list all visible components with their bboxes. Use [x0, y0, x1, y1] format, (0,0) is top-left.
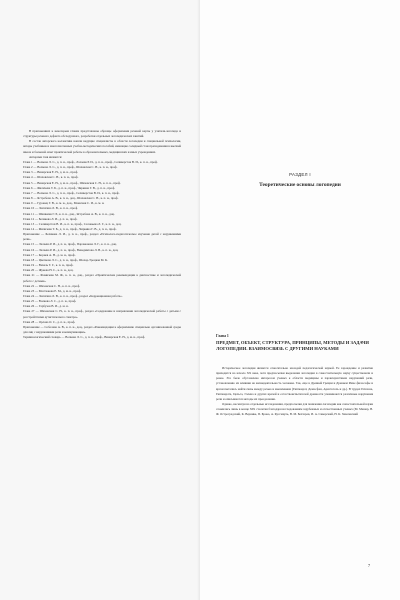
author-line: Глава 4 — Шаховская С. Н., к. п. н., проф. — [23, 175, 79, 180]
author-line: Глава 14 — Филичева Т. Б., д. п. н., проф., Чиркина Г. В., д. п. н., проф. — [23, 226, 117, 231]
author-line: Глава 27 — Шаховская С. Н., к. п. н., проф., раздел «Содержание и направления логопедической работы с детьми с расстройствами аутистического спектра». — [23, 309, 181, 319]
author-line: Приложение — Белякова Л. И., д. п. н., проф., раздел «Психолого-педагогическое изучение детей с нарушениями речи». — [23, 232, 181, 242]
chapter-label: Глава 1 — [216, 334, 229, 338]
author-line: Глава 16 — Лалаева Р. И., д. п. н., проф., Венедиктова Л. В., к. п. н., доц. — [23, 247, 119, 252]
author-line: Глава 13 — Селиверстов В. И., к. п. н., проф., Соловьева Л. Г., к. п. н., доц. — [23, 221, 122, 226]
paragraph: Авторами глав являются: — [29, 154, 63, 159]
chapter-title: ПРЕДМЕТ, ОБЪЕКТ, СТРУКТУРА, ПРИНЦИПЫ, МЕТОДЫ И ЗАДАЧИ ЛОГОПЕДИИ. ВЗАИМОСВЯЗЬ С ДРУГИМИ НАУКАМИ — [216, 340, 369, 351]
author-line: Глава 25 — Волкова Л. С., д. п. н., проф. — [23, 299, 77, 304]
right-page — [200, 0, 400, 600]
author-line: Глава 5 — Винарская Е. Н., д. м. н., проф., Шаховская С. Н., к. п. н., проф. — [23, 180, 121, 185]
author-line: Глава 6 — Филичева Т. Б., д. п. н., проф., Чиркина Г. В., д. п. н., проф. — [23, 185, 115, 190]
paragraph: Историческое логопедия является относительно молодой педагогической наукой. Ее зарождение и развитие приходится на начало XX века, хотя предпосылки выделения логопедии в самостоятельную науку существовали и ранее. Это было обусловлено интересом ученых к области медицины и характеристикам нарушений речи, установлению их влияния на жизнедеятельность человека. Так, еще в Древней Греции и Древнем Риме философы и врачи пытались найти связь между речью и мышлением (Гиппократ, Демосфен, Аристотель и др.). В трудах Платона, Гиппократа, Цельса, Галена и других врачей и естествоиспытателей древности упоминаются различные нарушения речи и описываются методы их преодоления. — [216, 366, 373, 401]
author-line: Глава 18 — Цветкова Л. С., д. п. н., проф., Шохор-Троцкая М. К. — [23, 257, 108, 262]
author-line: Глава 3 — Винарская Е. Н., д. м. н., проф. — [23, 170, 79, 175]
author-line: Глава 9 — Гуровец Г. В., к. м. н., доц., Маевская С. И., к. м. н. — [23, 201, 105, 206]
section-title: Теоретические основы логопедии — [259, 182, 341, 188]
paragraph: Однако, несмотря на отдельные исследования, предпосылки для появления логопедии как самостоятельной науки сложились лишь в конце XIX столетия благодаря исследованиям зарубежных и отечественных ученых (М. Мешер, В. Ф. Остроградский, К. Вернике, П. Брока, А. Куссмауль, В. М. Бехтерев, И. А. Сикорский, Н. К. Хмелевский — [216, 402, 373, 417]
author-line: Глава 23 — Мастюкова Е. М., д. м. н., проф. — [23, 288, 82, 293]
author-line: Глава 8 — Ястребова А. В., к. п. н., доц., Шаховская С. Н., к. п. н., проф. — [23, 196, 119, 201]
author-line: Глава 19 — Визель Т. Г., к. п. н., проф. — [23, 263, 74, 268]
author-line: Глава 7 — Волкова Л. С., д. п. н., проф., Селиверстов В. И., к. п. н., проф. — [23, 190, 120, 195]
author-line: Приложение — Соболева А. В., к. п. н., доц., раздел «Рекомендации к оформлению специально организованной среды для лиц с нарушениями речи и коммуникации». — [23, 324, 181, 335]
page-number: 7 — [368, 563, 371, 568]
left-page-text — [23, 129, 181, 340]
author-line: Глава 22 — Шаховская С. Н., к. п. н., проф. — [23, 283, 81, 288]
author-line: Глава 15 — Лалаева Р. И., д. п. н., проф., Парамонова Л. Г., к. п. н., доц. — [23, 242, 117, 247]
author-line: Глава 24 — Лопатина Л. В., к. п. н., проф., раздел «Коррекционная работа». — [23, 294, 123, 298]
author-line: Терминологический словарь — Волкова Л. С., д. п. н., проф., Винарская Е. Н., д. м. н., проф. — [23, 335, 146, 340]
author-line: Глава 12 — Белякова Л. И., д. п. н., проф. — [23, 216, 78, 221]
author-line: Глава 26 — Гарбузов В. И., д. м. н. — [23, 304, 69, 309]
paragraph: В приложениях к некоторым главам представлены образцы оформления речевой карты у учителя-логопеда и структуры речевого дефекта обследуемого, разработки отдельных логопедических занятий. — [23, 129, 181, 139]
author-line: Глава 1 — Волкова Л. С., д. п. н., проф., Лалаева Р. И., д. п. н., проф., Селиверстов В. И., к. п. н., проф. — [23, 159, 158, 164]
author-line: Глава 20 — Жукова Н. С., к. п. н., доц. — [23, 268, 74, 273]
author-line: Глава 21 — Фомичева М. Ф., к. п. н., доц., раздел «Практические рекомендации к диагностике и логопедической работе с детьми». — [23, 273, 181, 283]
right-page-text — [216, 366, 373, 418]
section-label: РАЗДЕЛ I — [289, 172, 311, 177]
author-line: Глава 28 — Орлова О. С., д. п. н., проф. — [23, 319, 76, 324]
author-line: Глава 11 — Шашкина Г. Р., к. п. н., доц., Ястребова А. В., к. п. н., доц. — [23, 211, 115, 216]
paragraph: В состав авторского коллектива вошли ведущие специалисты в области логопедии и специальной психологии, авторы учебников и многочисленных учебно-методических пособий, имеющие солидный стаж преподавания в высшей школе и большой опыт практической работы в образовательных, медицинских и иных учреждениях. — [23, 139, 181, 154]
author-line: Глава 10 — Лопатина Л. В., к. п. н., проф. — [23, 206, 78, 211]
author-line: Глава 17 — Корнев А. Н., д. м. н., проф. — [23, 252, 76, 257]
author-line: Глава 2 — Волкова Л. С., д. п. н., проф., Шаховская С. Н., к. п. н., проф. — [23, 165, 118, 170]
